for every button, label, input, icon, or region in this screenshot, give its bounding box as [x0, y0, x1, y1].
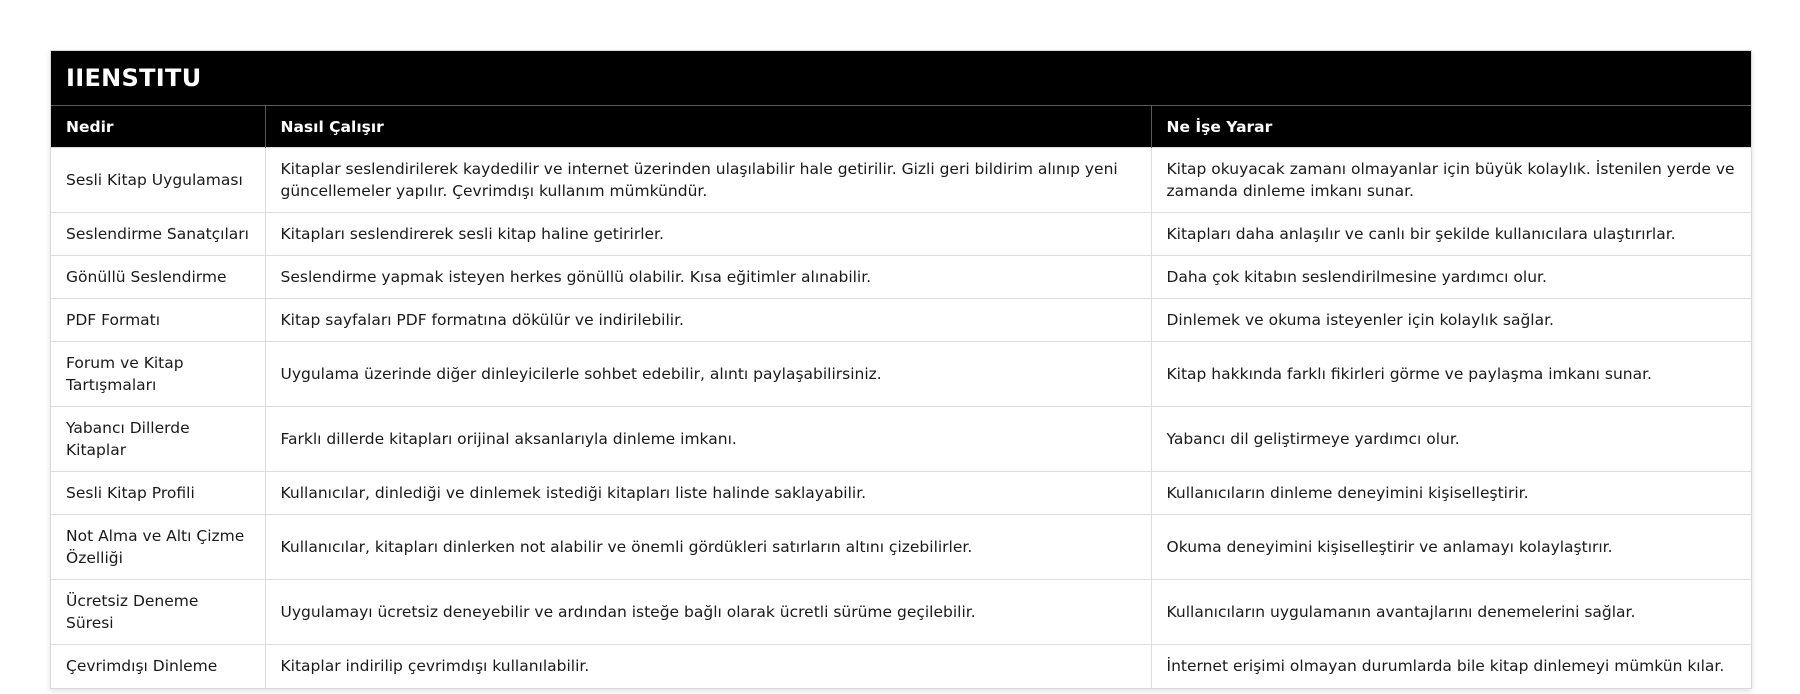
cell-nasil-calisir: Farklı dillerde kitapları orijinal aksanlarıyla dinleme imkanı.	[265, 407, 1151, 472]
cell-nedir: Seslendirme Sanatçıları	[51, 213, 265, 256]
cell-nedir: Not Alma ve Altı Çizme Özelliği	[51, 515, 265, 580]
cell-nasil-calisir: Seslendirme yapmak isteyen herkes gönüllü olabilir. Kısa eğitimler alınabilir.	[265, 256, 1151, 299]
column-header-nedir: Nedir	[51, 106, 265, 148]
cell-ne-ise-yarar: Yabancı dil geliştirmeye yardımcı olur.	[1151, 407, 1751, 472]
column-header-ne-ise-yarar: Ne İşe Yarar	[1151, 106, 1751, 148]
cell-nasil-calisir: Kitapları seslendirerek sesli kitap haline getirirler.	[265, 213, 1151, 256]
cell-nasil-calisir: Uygulamayı ücretsiz deneyebilir ve ardından isteğe bağlı olarak ücretli sürüme geçilebilir.	[265, 580, 1151, 645]
cell-nedir: Ücretsiz Deneme Süresi	[51, 580, 265, 645]
table-row	[51, 407, 1751, 472]
cell-ne-ise-yarar: Kitap okuyacak zamanı olmayanlar için büyük kolaylık. İstenilen yerde ve zamanda dinleme imkanı sunar.	[1151, 148, 1751, 213]
cell-nedir: Gönüllü Seslendirme	[51, 256, 265, 299]
cell-nedir: Yabancı Dillerde Kitaplar	[51, 407, 265, 472]
header-row	[51, 106, 1751, 148]
cell-nedir: Forum ve Kitap Tartışmaları	[51, 342, 265, 407]
data-table	[51, 105, 1751, 688]
table-row	[51, 299, 1751, 342]
cell-nedir: Sesli Kitap Uygulaması	[51, 148, 265, 213]
table-row	[51, 515, 1751, 580]
data-table-card	[50, 50, 1752, 689]
cell-nasil-calisir: Kullanıcılar, dinlediği ve dinlemek istediği kitapları liste halinde saklayabilir.	[265, 472, 1151, 515]
table-row	[51, 213, 1751, 256]
cell-nasil-calisir: Kitaplar indirilip çevrimdışı kullanılabilir.	[265, 645, 1151, 688]
cell-nasil-calisir: Uygulama üzerinde diğer dinleyicilerle sohbet edebilir, alıntı paylaşabilirsiniz.	[265, 342, 1151, 407]
cell-nedir: Sesli Kitap Profili	[51, 472, 265, 515]
table-row	[51, 472, 1751, 515]
table-body	[51, 148, 1751, 688]
cell-ne-ise-yarar: Okuma deneyimini kişiselleştirir ve anlamayı kolaylaştırır.	[1151, 515, 1751, 580]
cell-ne-ise-yarar: Kullanıcıların dinleme deneyimini kişiselleştirir.	[1151, 472, 1751, 515]
cell-nedir: Çevrimdışı Dinleme	[51, 645, 265, 688]
cell-ne-ise-yarar: Dinlemek ve okuma isteyenler için kolaylık sağlar.	[1151, 299, 1751, 342]
cell-nedir: PDF Formatı	[51, 299, 265, 342]
brand-title: IIENSTITU	[51, 51, 1751, 105]
table-row	[51, 256, 1751, 299]
cell-nasil-calisir: Kullanıcılar, kitapları dinlerken not alabilir ve önemli gördükleri satırların altını çizebilirler.	[265, 515, 1151, 580]
table-row	[51, 342, 1751, 407]
cell-ne-ise-yarar: Kitapları daha anlaşılır ve canlı bir şekilde kullanıcılara ulaştırırlar.	[1151, 213, 1751, 256]
cell-nasil-calisir: Kitaplar seslendirilerek kaydedilir ve internet üzerinden ulaşılabilir hale getirilir. Gizli geri bildirim alınıp yeni güncellemeler yapılır. Çevrimdışı kullanım mümkündür.	[265, 148, 1151, 213]
cell-ne-ise-yarar: İnternet erişimi olmayan durumlarda bile kitap dinlemeyi mümkün kılar.	[1151, 645, 1751, 688]
cell-ne-ise-yarar: Daha çok kitabın seslendirilmesine yardımcı olur.	[1151, 256, 1751, 299]
table-header	[51, 106, 1751, 148]
cell-nasil-calisir: Kitap sayfaları PDF formatına dökülür ve indirilebilir.	[265, 299, 1151, 342]
column-header-nasil-calisir: Nasıl Çalışır	[265, 106, 1151, 148]
table-row	[51, 645, 1751, 688]
cell-ne-ise-yarar: Kitap hakkında farklı fikirleri görme ve paylaşma imkanı sunar.	[1151, 342, 1751, 407]
table-row	[51, 148, 1751, 213]
cell-ne-ise-yarar: Kullanıcıların uygulamanın avantajlarını denemelerini sağlar.	[1151, 580, 1751, 645]
table-row	[51, 580, 1751, 645]
